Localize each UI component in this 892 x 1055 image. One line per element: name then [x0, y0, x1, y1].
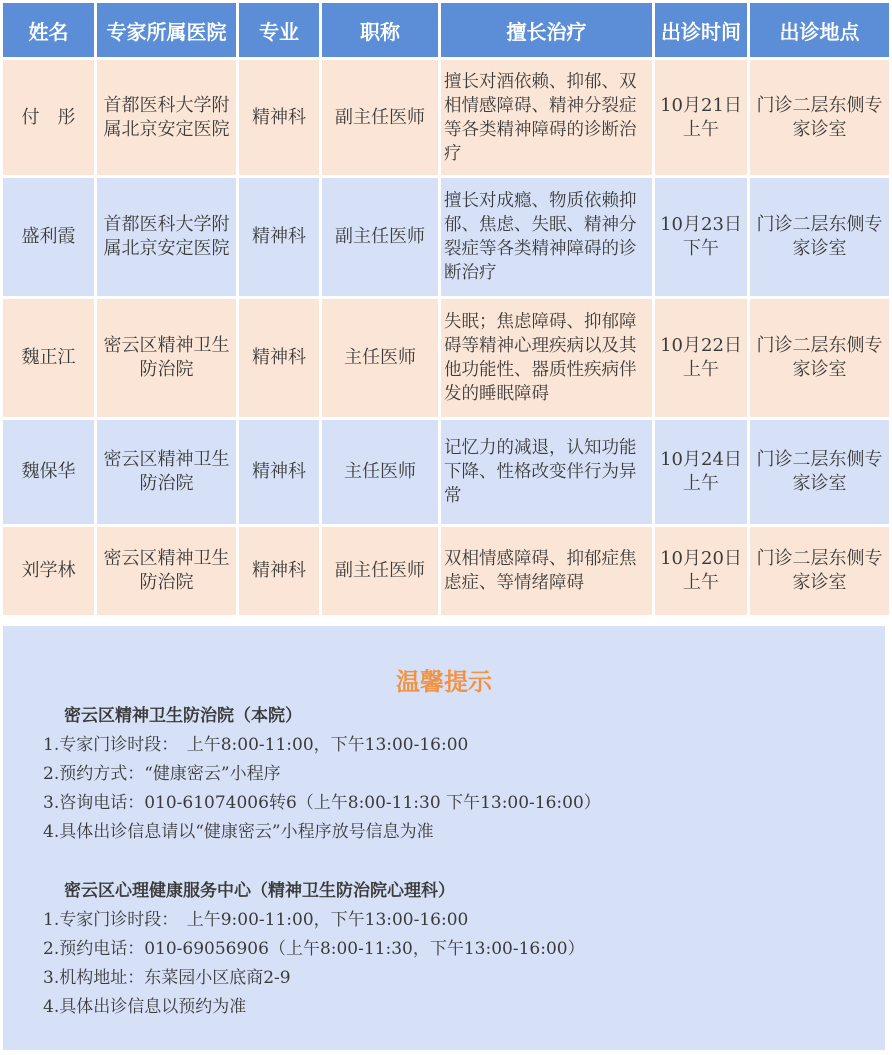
cell-specialty: 精神科 [239, 299, 319, 417]
table-header-row [3, 3, 889, 57]
list-item: 1.专家门诊时段： 上午8:00-11:00，下午13:00-16:00 [43, 735, 469, 755]
group-title: 密云区精神卫生防治院（本院） [64, 706, 302, 726]
cell-expertise: 擅长对酒依赖、抑郁、双相情感障碍、精神分裂症等各类精神障碍的诊断治疗 [441, 60, 652, 175]
cell-expertise: 双相情感障碍、抑郁症焦虑症、等情绪障碍 [441, 527, 652, 615]
cell-expertise: 记忆力的减退，认知功能下降、性格改变伴行为异常 [441, 420, 652, 524]
list-item: 2.预约方式：“健康密云”小程序 [43, 764, 281, 784]
cell-hospital: 密云区精神卫生防治院 [97, 527, 236, 615]
table-row [3, 420, 889, 524]
cell-specialty: 精神科 [239, 60, 319, 175]
header-hospital: 专家所属医院 [97, 3, 236, 57]
header-title: 职称 [322, 3, 438, 57]
cell-location: 门诊二层东侧专家诊室 [750, 420, 889, 524]
header-name: 姓名 [3, 3, 94, 57]
cell-name: 魏正江 [3, 299, 94, 417]
cell-name: 盛利霞 [3, 178, 94, 296]
notice-panel [3, 626, 885, 1050]
list-item: 2.预约电话：010-69056906（上午8:00-11:30，下午13:00-16:00） [43, 939, 585, 959]
cell-time: 10月22日上午 [655, 299, 747, 417]
cell-title: 主任医师 [322, 299, 438, 417]
cell-time: 10月24日上午 [655, 420, 747, 524]
header-location: 出诊地点 [750, 3, 889, 57]
list-item: 4.具体出诊信息以预约为准 [43, 997, 247, 1017]
notice-title: 温馨提示 [396, 668, 492, 696]
cell-title: 副主任医师 [322, 178, 438, 296]
table-row [3, 60, 889, 175]
list-item: 3.机构地址：东菜园小区底商2-9 [43, 968, 291, 988]
cell-title: 主任医师 [322, 420, 438, 524]
cell-specialty: 精神科 [239, 420, 319, 524]
table-row [3, 527, 889, 615]
cell-expertise: 失眠；焦虑障碍、抑郁障碍等精神心理疾病以及其他功能性、器质性疾病伴发的睡眠障碍 [441, 299, 652, 417]
cell-location: 门诊二层东侧专家诊室 [750, 527, 889, 615]
list-item: 4.具体出诊信息请以“健康密云”小程序放号信息为准 [43, 822, 434, 842]
cell-title: 副主任医师 [322, 527, 438, 615]
notice-group-mental-health-center [3, 877, 885, 1022]
header-specialty: 专业 [239, 3, 319, 57]
cell-time: 10月20日上午 [655, 527, 747, 615]
notice-group-main-hospital [3, 702, 885, 847]
cell-hospital: 首都医科大学附属北京安定医院 [97, 60, 236, 175]
cell-location: 门诊二层东侧专家诊室 [750, 299, 889, 417]
header-expertise: 擅长治疗 [441, 3, 652, 57]
table-row [3, 299, 889, 417]
cell-location: 门诊二层东侧专家诊室 [750, 60, 889, 175]
cell-name: 魏保华 [3, 420, 94, 524]
cell-time: 10月21日上午 [655, 60, 747, 175]
cell-specialty: 精神科 [239, 178, 319, 296]
header-time: 出诊时间 [655, 3, 747, 57]
cell-time: 10月23日下午 [655, 178, 747, 296]
cell-location: 门诊二层东侧专家诊室 [750, 178, 889, 296]
cell-hospital: 首都医科大学附属北京安定医院 [97, 178, 236, 296]
cell-hospital: 密云区精神卫生防治院 [97, 299, 236, 417]
list-item: 1.专家门诊时段： 上午9:00-11:00，下午13:00-16:00 [43, 910, 469, 930]
cell-name: 刘学林 [3, 527, 94, 615]
cell-hospital: 密云区精神卫生防治院 [97, 420, 236, 524]
cell-name: 付 彤 [3, 60, 94, 175]
cell-expertise: 擅长对成瘾、物质依赖抑郁、焦虑、失眠、精神分裂症等各类精神障碍的诊断治疗 [441, 178, 652, 296]
table-row [3, 178, 889, 296]
list-item: 3.咨询电话：010-61074006转6（上午8:00-11:30 下午13:00-16:00） [43, 793, 601, 813]
cell-specialty: 精神科 [239, 527, 319, 615]
group-title: 密云区心理健康服务中心（精神卫生防治院心理科） [64, 881, 455, 901]
cell-title: 副主任医师 [322, 60, 438, 175]
